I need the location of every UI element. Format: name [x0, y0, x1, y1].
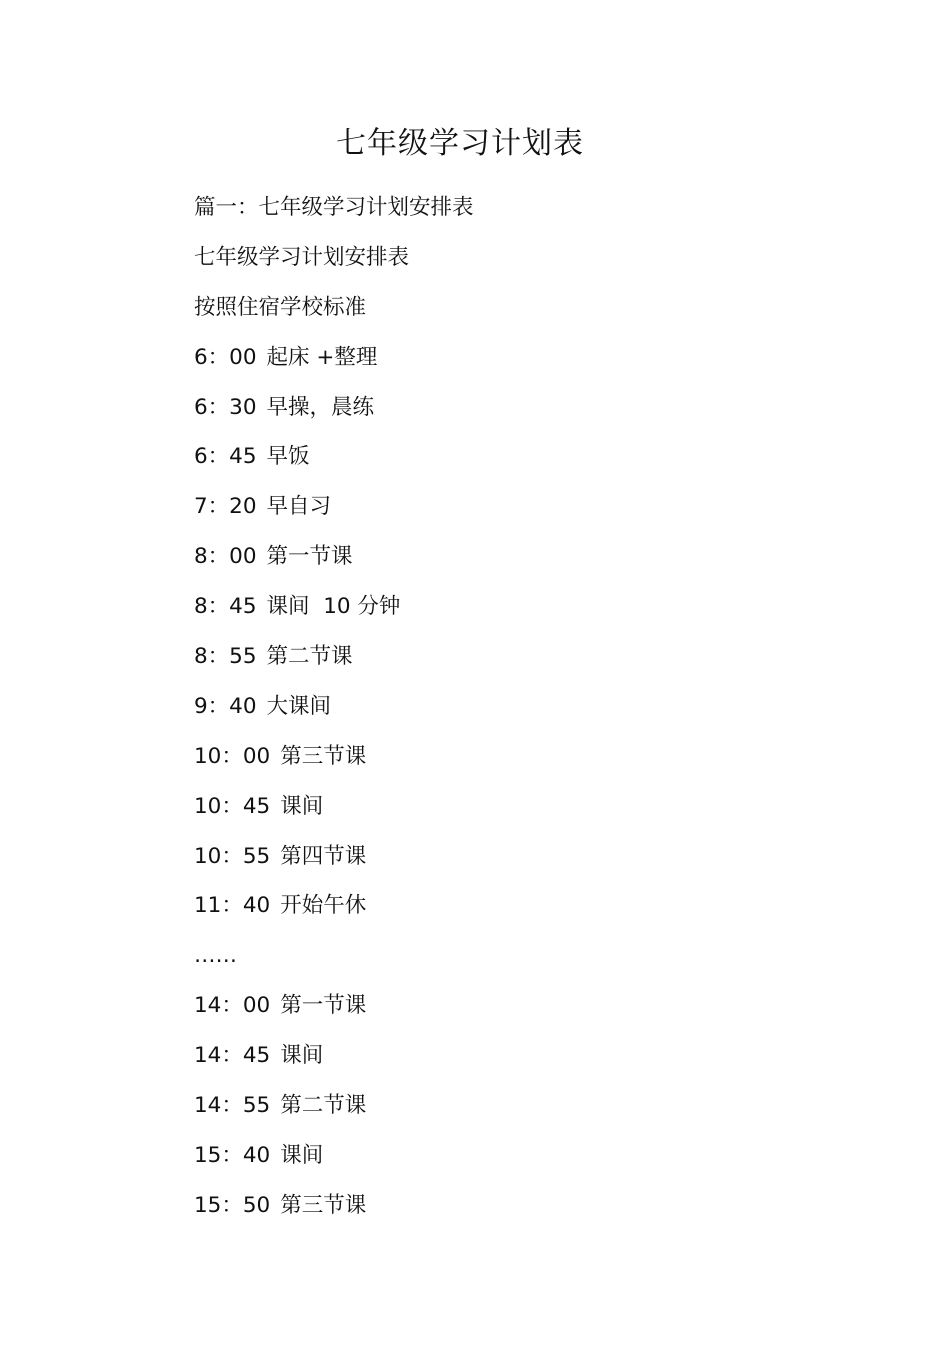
schedule-time: 14：45: [194, 1043, 271, 1069]
schedule-activity: 大课间: [266, 693, 332, 719]
schedule-row: [194, 1136, 874, 1186]
schedule-time: 10：55: [194, 843, 271, 869]
schedule-activity: 课间: [280, 1043, 324, 1069]
schedule-row: [194, 637, 874, 687]
schedule-activity: 早自习: [266, 494, 332, 520]
schedule-activity: 开始午休: [280, 893, 367, 919]
schedule-activity: 第二节课: [280, 1093, 367, 1119]
schedule-row: [194, 837, 874, 887]
schedule-activity: 第一节课: [280, 993, 367, 1019]
schedule-time: 10：00: [194, 743, 271, 769]
schedule-time: 6：30: [194, 394, 257, 420]
schedule-row: [194, 986, 874, 1036]
subtitle-line: 七年级学习计划安排表: [194, 244, 410, 270]
schedule-row: [194, 1186, 874, 1236]
schedule-time: 8：55: [194, 644, 257, 670]
schedule-activity: 第四节课: [280, 843, 367, 869]
schedule-row: [194, 537, 874, 587]
schedule-activity: 第三节课: [280, 1192, 367, 1218]
schedule-time: 8：00: [194, 544, 257, 570]
note-line: 按照住宿学校标准: [194, 294, 367, 320]
document-body: [194, 188, 874, 1236]
schedule-time: 7：20: [194, 494, 257, 520]
schedule-row: [194, 787, 874, 837]
schedule-time: 6：45: [194, 444, 257, 470]
schedule-time: 8：45: [194, 594, 257, 620]
schedule-row: [194, 1036, 874, 1086]
schedule-activity: 课间: [280, 793, 324, 819]
schedule-row: [194, 737, 874, 787]
schedule-time: 15：40: [194, 1142, 271, 1168]
schedule-row: [194, 388, 874, 438]
schedule-activity: 课间 10 分钟: [266, 594, 401, 620]
document-title: 七年级学习计划表: [336, 126, 584, 161]
schedule-time: 6：00: [194, 344, 257, 370]
section-heading: 篇一：七年级学习计划安排表: [194, 195, 474, 220]
schedule-activity: 早饭: [266, 444, 310, 470]
schedule-row: [194, 587, 874, 637]
schedule-activity: 课间: [280, 1142, 324, 1168]
schedule-time: 14：55: [194, 1093, 271, 1119]
schedule-activity: 起床 +整理: [266, 344, 378, 370]
schedule-time: 15：50: [194, 1192, 271, 1218]
schedule-row: [194, 437, 874, 487]
schedule-row: [194, 687, 874, 737]
schedule-activity: 第三节课: [280, 743, 367, 769]
schedule-time: 9：40: [194, 693, 257, 719]
schedule-time: 14：00: [194, 993, 271, 1019]
schedule-row: [194, 338, 874, 388]
schedule-row: [194, 487, 874, 537]
schedule-activity: 早操，晨练: [266, 394, 375, 420]
schedule-activity: 第一节课: [266, 544, 353, 570]
schedule-row: [194, 1086, 874, 1136]
ellipsis-line: ……: [194, 943, 237, 969]
schedule-time: 11：40: [194, 893, 271, 919]
schedule-row: [194, 886, 874, 936]
schedule-activity: 第二节课: [266, 644, 353, 670]
schedule-time: 10：45: [194, 793, 271, 819]
